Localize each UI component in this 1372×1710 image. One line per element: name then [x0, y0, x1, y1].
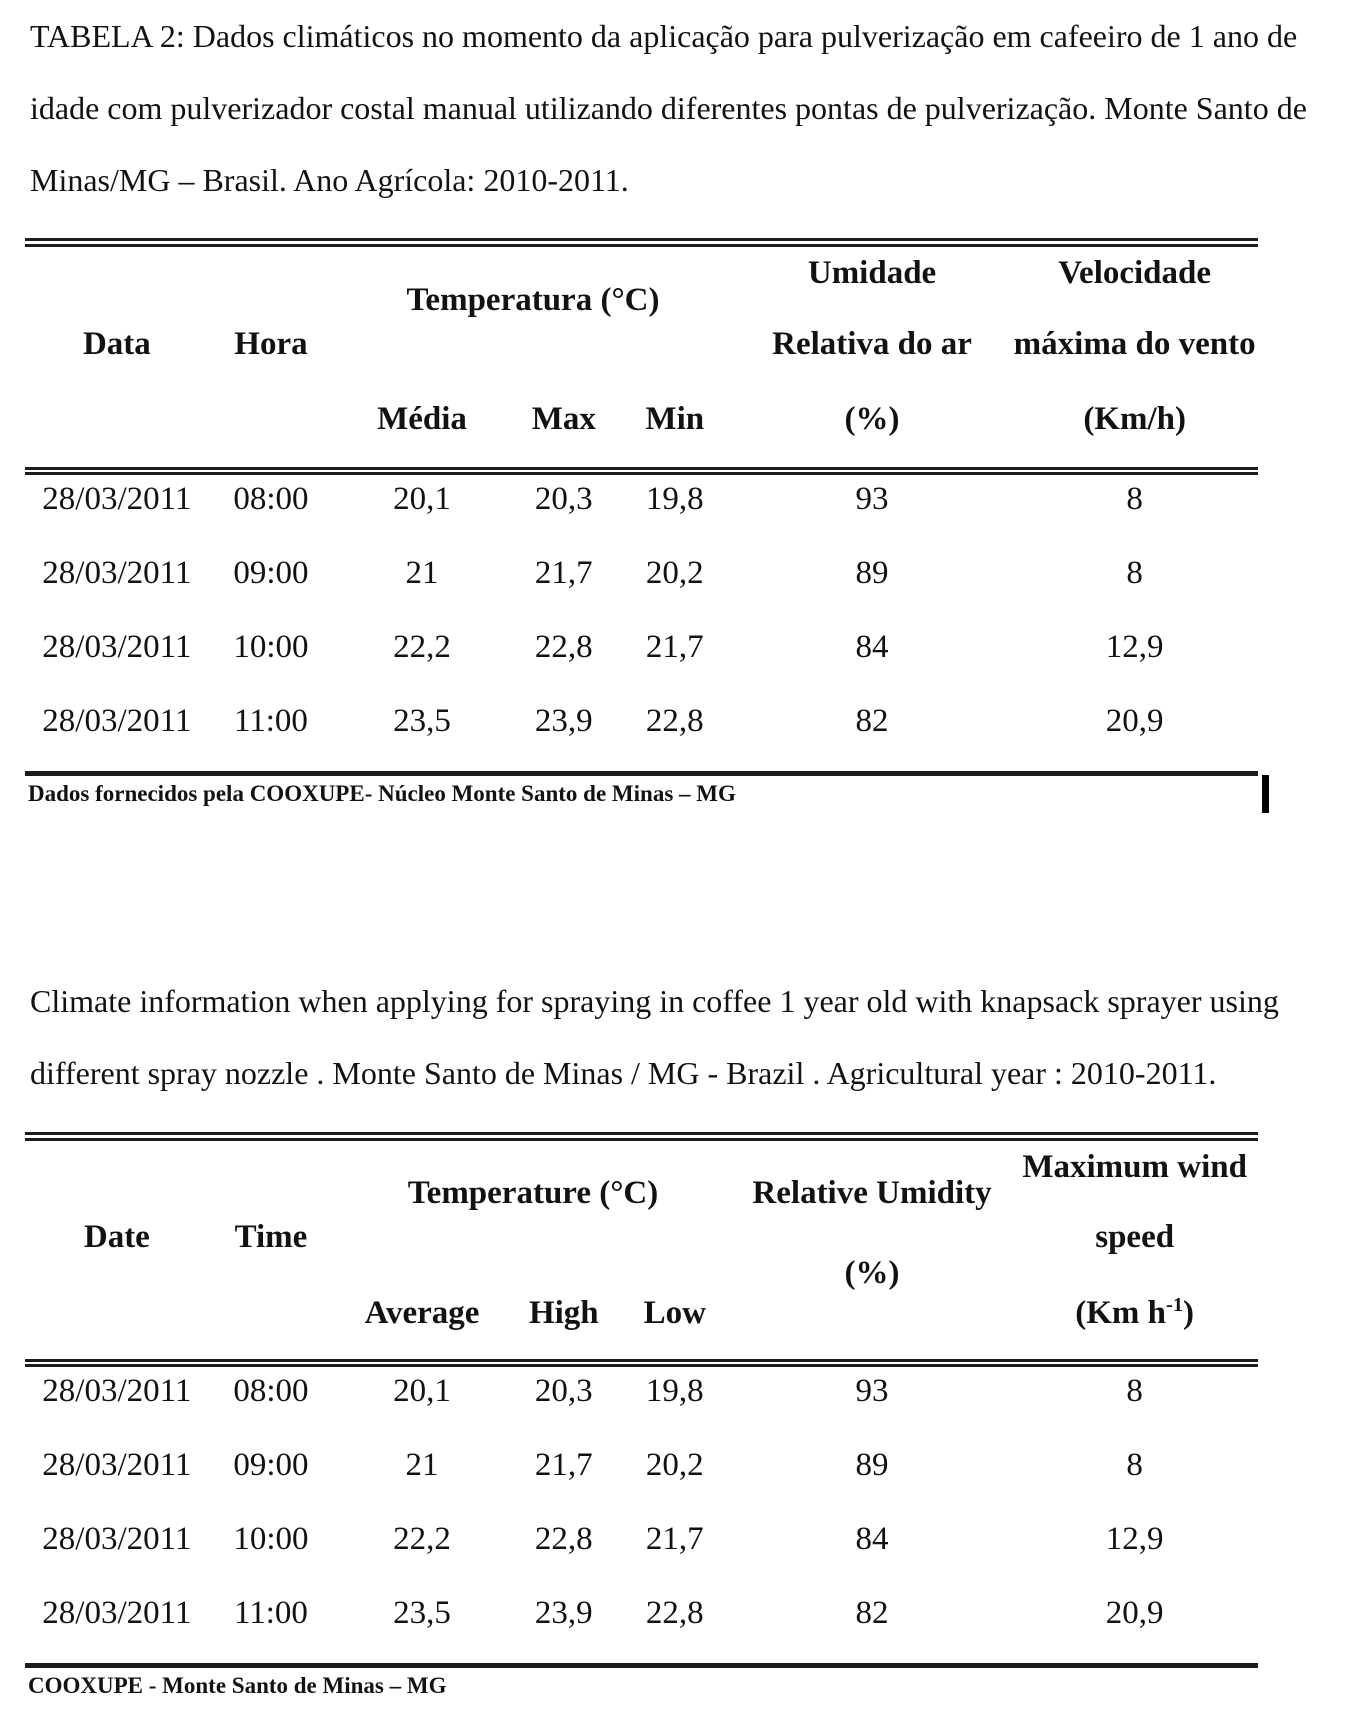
table-body-en	[25, 1367, 1258, 1663]
cell-time: 08:00	[233, 481, 309, 517]
cell-humidity: 84	[855, 629, 889, 665]
cell-wind: 8	[1126, 481, 1143, 517]
cell-date: 28/03/2011	[42, 1373, 192, 1409]
cell-temp-min: 20,2	[645, 1447, 704, 1483]
col-header-date: Data	[82, 326, 151, 362]
col-header-humidity: Umidade	[807, 255, 937, 291]
caption-line: different spray nozzle . Monte Santo de Minas / MG - Brazil . Agricultural year : 2010-2011.	[30, 1055, 1217, 1091]
col-header-time: Time	[234, 1219, 308, 1255]
col-header-temperature-group: Temperatura (°C)	[406, 282, 660, 318]
cell-date: 28/03/2011	[42, 481, 192, 517]
cell-wind: 8	[1126, 555, 1143, 591]
cell-humidity: 82	[855, 1595, 889, 1631]
cell-temp-max: 23,9	[534, 1595, 593, 1631]
caption-line: idade com pulverizador costal manual utilizando diferentes pontas de pulverização. Monte Santo de	[30, 90, 1307, 126]
table-caption-en	[30, 965, 1350, 1109]
table-footnote-en: COOXUPE - Monte Santo de Minas – MG	[28, 1673, 447, 1698]
col-header-wind-unit	[1011, 1285, 1258, 1333]
cell-temp-avg: 20,1	[393, 481, 451, 517]
cell-wind: 8	[1126, 1447, 1143, 1483]
cell-temp-max: 21,7	[534, 555, 593, 591]
cell-date: 28/03/2011	[42, 1521, 192, 1557]
wind-unit-base: (Km h	[1075, 1295, 1167, 1331]
cell-date: 28/03/2011	[42, 629, 192, 665]
col-header-wind: Velocidade	[1058, 255, 1212, 291]
cell-time: 09:00	[233, 1447, 309, 1483]
col-header-temp-avg: Média	[377, 401, 467, 437]
col-header-wind-unit: (Km/h)	[1083, 401, 1186, 437]
col-header-humidity-unit: (%)	[844, 401, 900, 437]
cell-temp-avg: 20,1	[393, 1373, 451, 1409]
table-header-separator	[25, 467, 1258, 475]
cell-temp-avg: 22,2	[393, 1521, 451, 1557]
table-top-border	[25, 238, 1258, 247]
col-header-humidity-unit: (%)	[844, 1255, 900, 1291]
caption-line: TABELA 2: Dados climáticos no momento da aplicação para pulverização em cafeeiro de 1 ano de	[30, 18, 1298, 54]
table-row	[25, 549, 1258, 623]
cell-wind: 12,9	[1105, 629, 1164, 665]
col-header-temp-max: High	[528, 1295, 599, 1331]
table-row	[25, 1515, 1258, 1589]
cell-temp-avg: 21	[405, 555, 439, 591]
cell-temp-min: 20,2	[645, 555, 704, 591]
cell-wind: 20,9	[1105, 1595, 1164, 1631]
cell-humidity: 93	[855, 1373, 889, 1409]
cell-time: 11:00	[233, 703, 308, 739]
col-header-temp-min: Min	[645, 401, 705, 437]
table-row	[25, 1589, 1258, 1663]
cell-temp-min: 22,8	[645, 703, 704, 739]
col-header-wind: Maximum wind	[1022, 1149, 1247, 1185]
cell-humidity: 84	[855, 1521, 889, 1557]
cell-time: 11:00	[233, 1595, 308, 1631]
cell-wind: 20,9	[1105, 703, 1164, 739]
cell-time: 10:00	[233, 1521, 309, 1557]
caption-line: Minas/MG – Brasil. Ano Agrícola: 2010-2011.	[30, 162, 629, 198]
table-row	[25, 1441, 1258, 1515]
cell-temp-min: 22,8	[645, 1595, 704, 1631]
cell-humidity: 89	[855, 1447, 889, 1483]
cell-temp-max: 23,9	[534, 703, 593, 739]
cell-temp-max: 20,3	[534, 1373, 593, 1409]
col-header-humidity: Relative Umidity	[752, 1175, 992, 1211]
col-header-humidity-line2: Relativa do ar	[772, 326, 972, 362]
climate-table-pt	[25, 238, 1258, 808]
col-header-wind-line2: speed	[1095, 1219, 1175, 1255]
cell-date: 28/03/2011	[42, 555, 192, 591]
table-header-separator	[25, 1359, 1258, 1367]
table-header-en	[25, 1141, 1258, 1359]
cell-humidity: 93	[855, 481, 889, 517]
cell-temp-max: 21,7	[534, 1447, 593, 1483]
cell-time: 08:00	[233, 1373, 309, 1409]
cell-temp-max: 20,3	[534, 481, 593, 517]
col-header-temp-avg: Average	[364, 1295, 480, 1331]
table-row	[25, 697, 1258, 771]
table-bottom-border	[25, 1663, 1258, 1668]
col-header-wind-line2: máxima do vento	[1013, 326, 1256, 362]
cell-temp-avg: 23,5	[393, 1595, 451, 1631]
cell-humidity: 89	[855, 555, 889, 591]
col-header-time: Hora	[234, 326, 308, 362]
cell-temp-min: 21,7	[645, 1521, 704, 1557]
cell-date: 28/03/2011	[42, 1595, 192, 1631]
cell-temp-max: 22,8	[534, 1521, 593, 1557]
table-row	[25, 475, 1258, 549]
cell-temp-min: 19,8	[645, 1373, 704, 1409]
cell-temp-avg: 22,2	[393, 629, 451, 665]
cell-time: 10:00	[233, 629, 309, 665]
cell-temp-max: 22,8	[534, 629, 593, 665]
table-row	[25, 623, 1258, 697]
caption-line: Climate information when applying for spraying in coffee 1 year old with knapsack sprayer using	[30, 983, 1279, 1019]
cell-wind: 12,9	[1105, 1521, 1164, 1557]
cell-temp-min: 19,8	[645, 481, 704, 517]
table-body-pt	[25, 475, 1258, 771]
cell-date: 28/03/2011	[42, 703, 192, 739]
col-header-date: Date	[83, 1219, 150, 1255]
cell-temp-min: 21,7	[645, 629, 704, 665]
col-header-temperature-group: Temperature (°C)	[407, 1175, 659, 1211]
col-header-temp-max: Max	[531, 401, 596, 437]
table-row	[25, 1367, 1258, 1441]
cell-date: 28/03/2011	[42, 1447, 192, 1483]
cell-temp-avg: 21	[405, 1447, 439, 1483]
table-footnote-pt: Dados fornecidos pela COOXUPE- Núcleo Monte Santo de Minas – MG	[28, 781, 736, 806]
cell-humidity: 82	[855, 703, 889, 739]
table-top-border	[25, 1132, 1258, 1141]
cell-wind: 8	[1126, 1373, 1143, 1409]
cell-temp-avg: 23,5	[393, 703, 451, 739]
table-header-pt	[25, 247, 1258, 467]
wind-unit-close: )	[1183, 1295, 1195, 1331]
table-bottom-border	[25, 771, 1258, 776]
cell-time: 09:00	[233, 555, 309, 591]
col-header-temp-min: Low	[643, 1295, 706, 1331]
wind-unit-exponent: -1	[1166, 1294, 1184, 1316]
table-caption-pt	[30, 0, 1350, 216]
text-cursor	[1262, 775, 1269, 813]
climate-table-en	[25, 1132, 1258, 1700]
